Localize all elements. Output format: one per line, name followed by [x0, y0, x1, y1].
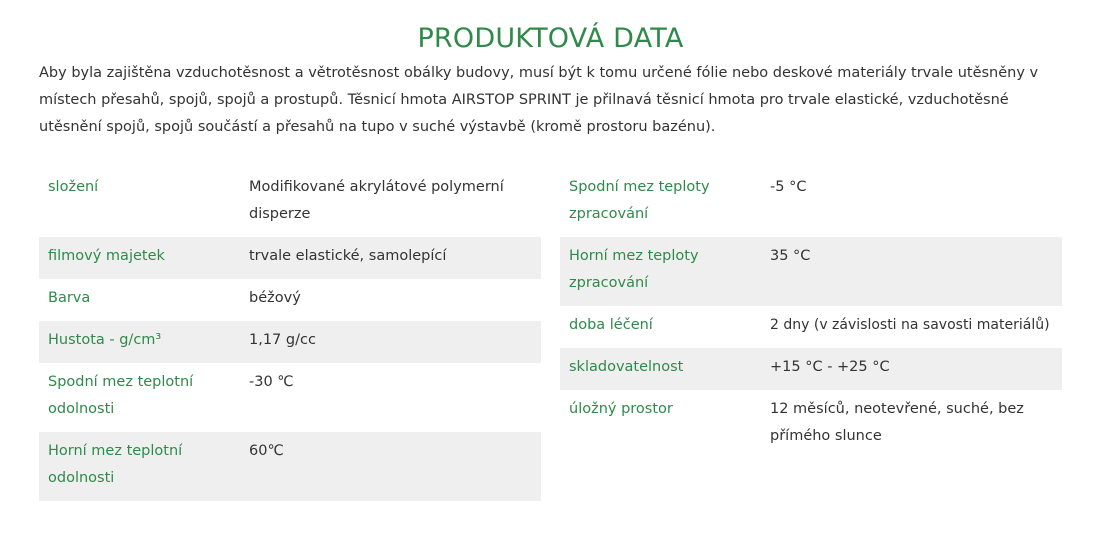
row-label: úložný prostor: [569, 401, 673, 417]
row-label: doba léčení: [569, 317, 653, 333]
row-label: složení: [48, 179, 99, 195]
row-value: trvale elastické, samolepící: [249, 248, 447, 264]
row-value: 60℃: [249, 443, 284, 459]
row-value: +15 °C - +25 °C: [770, 359, 890, 375]
row-label: Horní mez teploty zpracování: [569, 248, 699, 291]
row-label: Hustota - g/cm³: [48, 332, 162, 348]
row-value: 2 dny (v závislosti na savosti materiálů): [770, 317, 1050, 333]
table-row: [560, 237, 1062, 306]
row-label: Horní mez teplotní odolnosti: [48, 443, 183, 486]
row-value: -5 °C: [770, 179, 807, 195]
row-label: Spodní mez teplotní odolnosti: [48, 374, 194, 417]
intro-paragraph: Aby byla zajištěna vzduchotěsnost a větrotěsnost obálky budovy, musí být k tomu určené fólie nebo deskové materiály trvale utěsněny v místech přesahů, spojů, spojů a prostupů. Těsnicí hmota AIRSTOP SPRINT je přilnavá těsnicí hmota pro trvale elastické, vzduchotěsné utěsnění spojů, spojů součástí a přesahů na tupo v suché výstavbě (kromě prostoru bazénu).: [39, 65, 1039, 135]
product-data-table-left: [39, 168, 541, 501]
row-value: béžový: [249, 290, 301, 306]
row-value: -30 ℃: [249, 374, 294, 390]
table-row: [560, 348, 1062, 390]
row-label: skladovatelnost: [569, 359, 684, 375]
row-label: Barva: [48, 290, 91, 306]
row-value: 1,17 g/cc: [249, 332, 316, 348]
table-row: [560, 390, 1062, 459]
row-label: filmový majetek: [48, 248, 165, 264]
table-row: [39, 432, 541, 501]
table-row: [39, 363, 541, 432]
row-value: Modifikované akrylátové polymerní disperze: [249, 179, 504, 222]
row-value: 35 °C: [770, 248, 811, 264]
table-row: [39, 321, 541, 363]
table-row: [39, 279, 541, 321]
row-value: 12 měsíců, neotevřené, suché, bez přímého slunce: [770, 401, 1024, 444]
table-row: [560, 168, 1062, 237]
table-row: [39, 168, 541, 237]
table-row: [39, 237, 541, 279]
page-title: PRODUKTOVÁ DATA: [417, 23, 684, 55]
row-label: Spodní mez teploty zpracování: [569, 179, 710, 222]
product-data-table-right: [560, 168, 1062, 459]
table-row: [560, 306, 1062, 348]
